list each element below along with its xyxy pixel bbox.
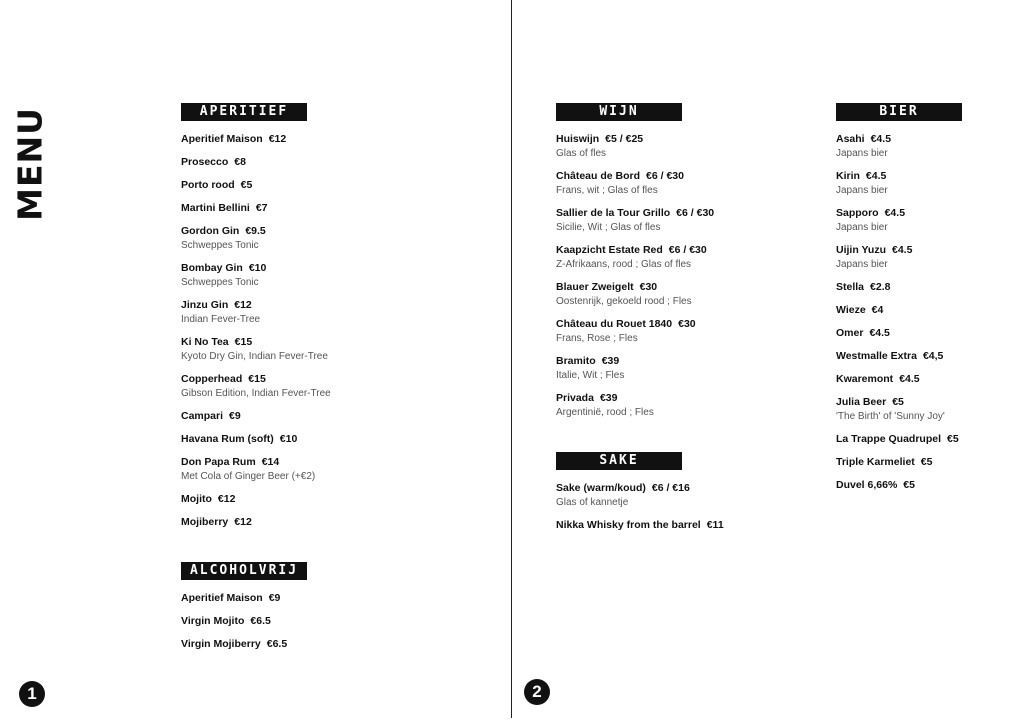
item-price: €4.5 <box>899 373 920 385</box>
menu-item-line <box>556 132 714 147</box>
item-description: Japans bier <box>836 259 888 270</box>
menu-item-line <box>181 432 331 447</box>
item-price: €6 / €30 <box>676 207 715 219</box>
menu-item <box>836 280 962 295</box>
item-price: €4,5 <box>922 350 944 362</box>
menu-item <box>836 432 962 447</box>
item-name: Bombay Gin <box>181 262 243 274</box>
menu-item <box>836 372 962 387</box>
item-price: €6.5 <box>266 638 288 650</box>
menu-item-line <box>556 354 714 369</box>
menu-item <box>181 432 331 447</box>
item-description: Glas of fles <box>556 148 607 159</box>
item-name: Havana Rum (soft) <box>181 433 274 445</box>
menu-item-line <box>181 455 331 470</box>
menu-item <box>181 261 331 290</box>
item-name: Blauer Zweigelt <box>556 281 634 293</box>
item-price: €5 <box>947 433 959 445</box>
menu-item-line <box>836 372 962 387</box>
item-price: €15 <box>234 336 253 348</box>
item-name: Gordon Gin <box>181 225 240 237</box>
item-price: €7 <box>255 202 268 214</box>
item-price: €4.5 <box>865 170 887 182</box>
page-divider <box>511 0 512 718</box>
item-price: €12 <box>234 299 252 311</box>
section-bier <box>836 103 962 501</box>
item-price: €15 <box>248 373 266 385</box>
item-description: Italie, Wit ; Fles <box>556 370 625 381</box>
item-description: Z-Afrikaans, rood ; Glas of fles <box>556 259 692 270</box>
item-price: €12 <box>217 493 236 505</box>
item-list-bier <box>836 132 962 493</box>
menu-item <box>556 280 714 309</box>
item-price: €9 <box>229 410 241 422</box>
menu-item-line <box>836 169 962 184</box>
item-name: Ki No Tea <box>181 336 229 348</box>
menu-item <box>836 169 962 198</box>
item-name: Château du Rouet 1840 <box>556 318 673 330</box>
item-description: Frans, wit ; Glas of fles <box>556 185 658 196</box>
item-name: Uijin Yuzu <box>836 244 886 256</box>
item-description: Schweppes Tonic <box>181 277 259 288</box>
section-wijn <box>556 103 714 428</box>
item-price: €4.5 <box>870 133 892 145</box>
item-description: Japans bier <box>836 185 888 196</box>
section-alcoholvrij <box>181 562 307 660</box>
item-name: Copperhead <box>181 373 243 385</box>
item-description: Oostenrijk, gekoeld rood ; Fles <box>556 296 692 307</box>
item-price: €5 <box>240 179 253 191</box>
menu-item <box>181 178 331 193</box>
menu-item-line <box>181 614 307 629</box>
menu-item <box>556 391 714 420</box>
menu-item-line <box>556 518 724 533</box>
menu-item-line <box>181 132 331 147</box>
item-price: €5 / €25 <box>605 133 644 145</box>
item-name: Triple Karmeliet <box>836 456 915 468</box>
menu-item-line <box>181 201 331 216</box>
menu-item <box>181 201 331 216</box>
item-name: La Trappe Quadrupel <box>836 433 942 445</box>
item-price: €5 <box>920 456 933 468</box>
item-name: Sallier de la Tour Grillo <box>556 207 671 219</box>
menu-item <box>181 637 307 652</box>
menu-item-line <box>556 280 714 295</box>
menu-item <box>836 303 962 318</box>
menu-item-line <box>836 478 962 493</box>
menu-item-line <box>181 335 331 350</box>
item-description: Sicilie, Wit ; Glas of fles <box>556 222 661 233</box>
menu-item <box>181 492 331 507</box>
item-description: Gibson Edition, Indian Fever-Tree <box>181 388 331 399</box>
menu-item-line <box>556 391 714 406</box>
item-description: Glas of kannetje <box>556 497 629 508</box>
item-list-wijn <box>556 132 714 420</box>
item-price: €8 <box>234 156 246 168</box>
item-price: €5 <box>892 396 904 408</box>
menu-item <box>181 614 307 629</box>
menu-item <box>836 326 962 341</box>
item-name: Aperitief Maison <box>181 133 263 145</box>
item-list-aperitief <box>181 132 331 530</box>
menu-item-line <box>556 481 724 496</box>
menu-item-line <box>181 409 331 424</box>
item-price: €2.8 <box>870 281 891 293</box>
item-name: Omer <box>836 327 864 339</box>
item-description: Frans, Rose ; Fles <box>556 333 638 344</box>
item-name: Sake (warm/koud) <box>556 482 646 494</box>
item-name: Huiswijn <box>556 133 600 145</box>
item-name: Mojiberry <box>181 516 229 528</box>
menu-item <box>836 455 962 470</box>
item-price: €9 <box>268 592 281 604</box>
item-name: Virgin Mojito <box>181 615 245 627</box>
menu-item-line <box>836 395 962 410</box>
item-name: Wieze <box>836 304 866 316</box>
item-description: 'The Birth' of 'Sunny Joy' <box>836 411 945 422</box>
menu-item <box>836 132 962 161</box>
item-description: Japans bier <box>836 148 888 159</box>
section-header-sake: SAKE <box>556 452 682 470</box>
menu-item-line <box>836 303 962 318</box>
item-description: Argentinië, rood ; Fles <box>556 407 654 418</box>
menu-item-line <box>836 432 962 447</box>
menu-title <box>12 104 48 224</box>
item-price: €30 <box>678 318 696 330</box>
item-price: €4.5 <box>869 327 890 339</box>
item-description: Kyoto Dry Gin, Indian Fever-Tree <box>181 351 328 362</box>
menu-item <box>181 372 331 401</box>
menu-item-line <box>836 132 962 147</box>
item-name: Kirin <box>836 170 860 182</box>
menu-item <box>836 243 962 272</box>
menu-item-line <box>556 243 714 258</box>
section-aperitief <box>181 103 331 538</box>
page-number-2: 2 <box>524 679 550 705</box>
menu-item <box>836 395 962 424</box>
menu-item <box>556 132 714 161</box>
menu-item <box>181 455 331 484</box>
item-name: Asahi <box>836 133 865 145</box>
item-price: €14 <box>261 456 280 468</box>
item-description: Indian Fever-Tree <box>181 314 261 325</box>
item-name: Martini Bellini <box>181 202 250 214</box>
menu-item-line <box>556 206 714 221</box>
menu-item <box>556 243 714 272</box>
item-name: Château de Bord <box>556 170 641 182</box>
item-name: Bramito <box>556 355 596 367</box>
item-name: Kaapzicht Estate Red <box>556 244 663 256</box>
item-price: €4.5 <box>884 207 906 219</box>
item-price: €6.5 <box>250 615 271 627</box>
item-price: €6 / €16 <box>651 482 690 494</box>
menu-item-line <box>181 637 307 652</box>
item-price: €10 <box>279 433 298 445</box>
menu-item <box>181 591 307 606</box>
section-sake <box>556 452 724 541</box>
menu-item-line <box>836 280 962 295</box>
menu-item <box>556 481 724 510</box>
item-price: €12 <box>268 133 287 145</box>
menu-item-line <box>556 169 714 184</box>
menu-item-line <box>181 178 331 193</box>
item-price: €30 <box>639 281 658 293</box>
menu-item-line <box>836 349 962 364</box>
menu-item <box>181 298 331 327</box>
item-price: €39 <box>601 355 620 367</box>
item-name: Duvel 6,66% <box>836 479 898 491</box>
item-price: €6 / €30 <box>646 170 684 182</box>
item-name: Stella <box>836 281 865 293</box>
menu-item-line <box>836 206 962 221</box>
item-name: Aperitief Maison <box>181 592 263 604</box>
menu-item <box>836 478 962 493</box>
item-price: €5 <box>903 479 915 491</box>
menu-item <box>556 518 724 533</box>
menu-item <box>181 335 331 364</box>
item-name: Jinzu Gin <box>181 299 229 311</box>
menu-item-line <box>181 515 331 530</box>
item-name: Campari <box>181 410 224 422</box>
section-header-alcoholvrij: ALCOHOLVRIJ <box>181 562 307 580</box>
menu-item-line <box>181 492 331 507</box>
item-name: Nikka Whisky from the barrel <box>556 519 701 531</box>
menu-item-line <box>836 326 962 341</box>
item-description: Schweppes Tonic <box>181 240 259 251</box>
item-name: Westmalle Extra <box>836 350 917 362</box>
item-name: Prosecco <box>181 156 229 168</box>
menu-item <box>556 169 714 198</box>
item-price: €10 <box>248 262 267 274</box>
section-header-wijn: WIJN <box>556 103 682 121</box>
menu-title-text: MENU <box>10 107 50 221</box>
item-name: Privada <box>556 392 594 404</box>
item-description: Japans bier <box>836 222 888 233</box>
menu-item <box>836 349 962 364</box>
menu-item <box>181 132 331 147</box>
menu-item <box>556 354 714 383</box>
item-price: €6 / €30 <box>668 244 707 256</box>
item-name: Porto rood <box>181 179 235 191</box>
menu-item-line <box>556 317 714 332</box>
menu-item-line <box>181 224 331 239</box>
item-list-alcoholvrij <box>181 591 307 652</box>
item-price: €4.5 <box>891 244 913 256</box>
item-name: Don Papa Rum <box>181 456 256 468</box>
item-description: Met Cola of Ginger Beer (+€2) <box>181 471 316 482</box>
menu-item-line <box>181 298 331 313</box>
menu-item-line <box>181 372 331 387</box>
item-name: Julia Beer <box>836 396 887 408</box>
item-price: €11 <box>706 519 724 531</box>
menu-item-line <box>836 455 962 470</box>
menu-item <box>181 515 331 530</box>
menu-item <box>556 317 714 346</box>
item-name: Sapporo <box>836 207 879 219</box>
item-price: €4 <box>871 304 884 316</box>
menu-item-line <box>181 155 331 170</box>
page-number-1: 1 <box>19 681 45 707</box>
menu-item-line <box>181 261 331 276</box>
section-header-aperitief: APERITIEF <box>181 103 307 121</box>
item-price: €9.5 <box>245 225 266 237</box>
item-name: Virgin Mojiberry <box>181 638 261 650</box>
item-name: Kwaremont <box>836 373 894 385</box>
item-list-sake <box>556 481 724 533</box>
menu-item <box>556 206 714 235</box>
menu-item <box>181 224 331 253</box>
menu-item <box>181 155 331 170</box>
section-header-bier: BIER <box>836 103 962 121</box>
menu-item-line <box>181 591 307 606</box>
item-price: €12 <box>234 516 252 528</box>
menu-item <box>181 409 331 424</box>
item-price: €39 <box>599 392 618 404</box>
item-name: Mojito <box>181 493 212 505</box>
menu-item-line <box>836 243 962 258</box>
menu-item <box>836 206 962 235</box>
